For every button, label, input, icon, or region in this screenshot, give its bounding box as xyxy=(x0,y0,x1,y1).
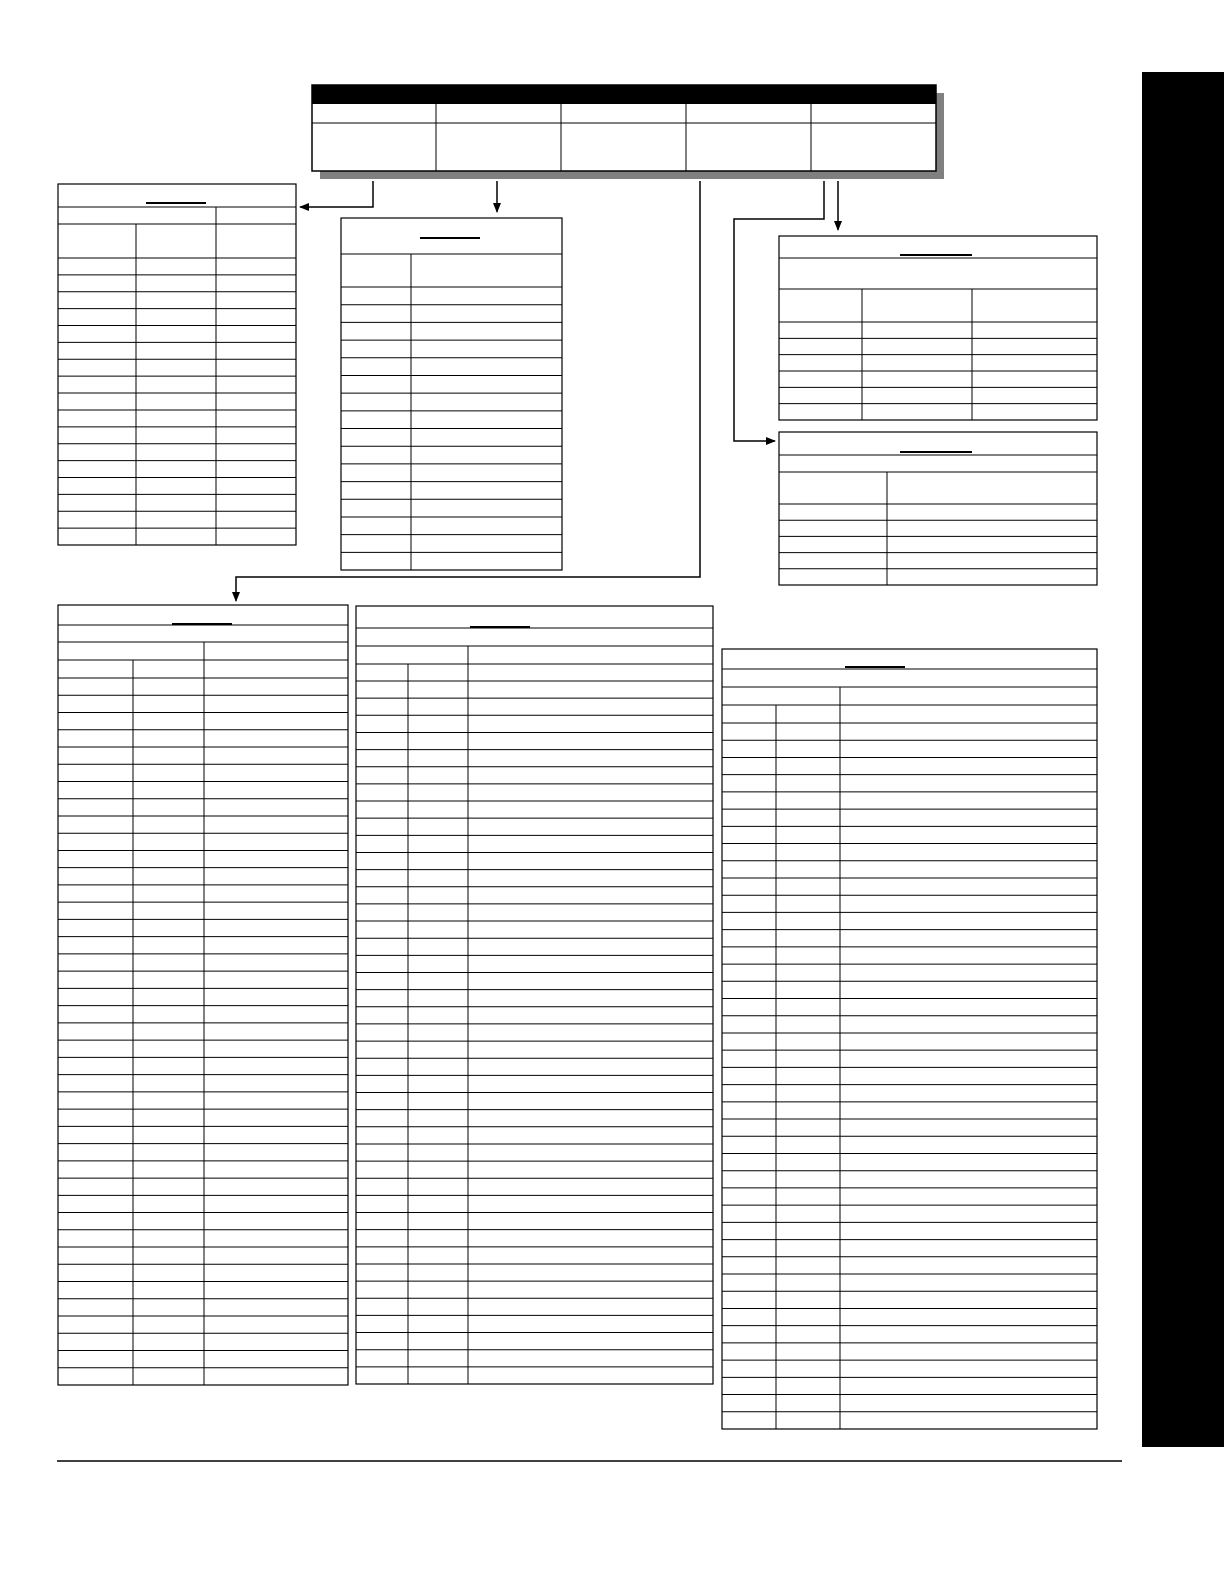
table-right-upper xyxy=(779,236,1097,420)
table-frame xyxy=(779,236,1097,420)
table-bottom-center xyxy=(356,606,713,1384)
table-frame xyxy=(58,605,348,1385)
arrow-to-top-left-table xyxy=(300,181,373,207)
table-center-top xyxy=(341,218,562,570)
header-bar xyxy=(312,85,944,179)
table-top-left xyxy=(58,184,296,545)
table-bottom-left xyxy=(58,605,348,1385)
side-tab xyxy=(1142,72,1224,1447)
table-frame xyxy=(356,606,713,1384)
tables-layer xyxy=(58,184,1097,1429)
table-bottom-right xyxy=(722,649,1097,1429)
table-right-lower xyxy=(779,432,1097,585)
header-black-band xyxy=(312,85,936,104)
table-frame xyxy=(722,649,1097,1429)
table-frame xyxy=(58,184,296,545)
